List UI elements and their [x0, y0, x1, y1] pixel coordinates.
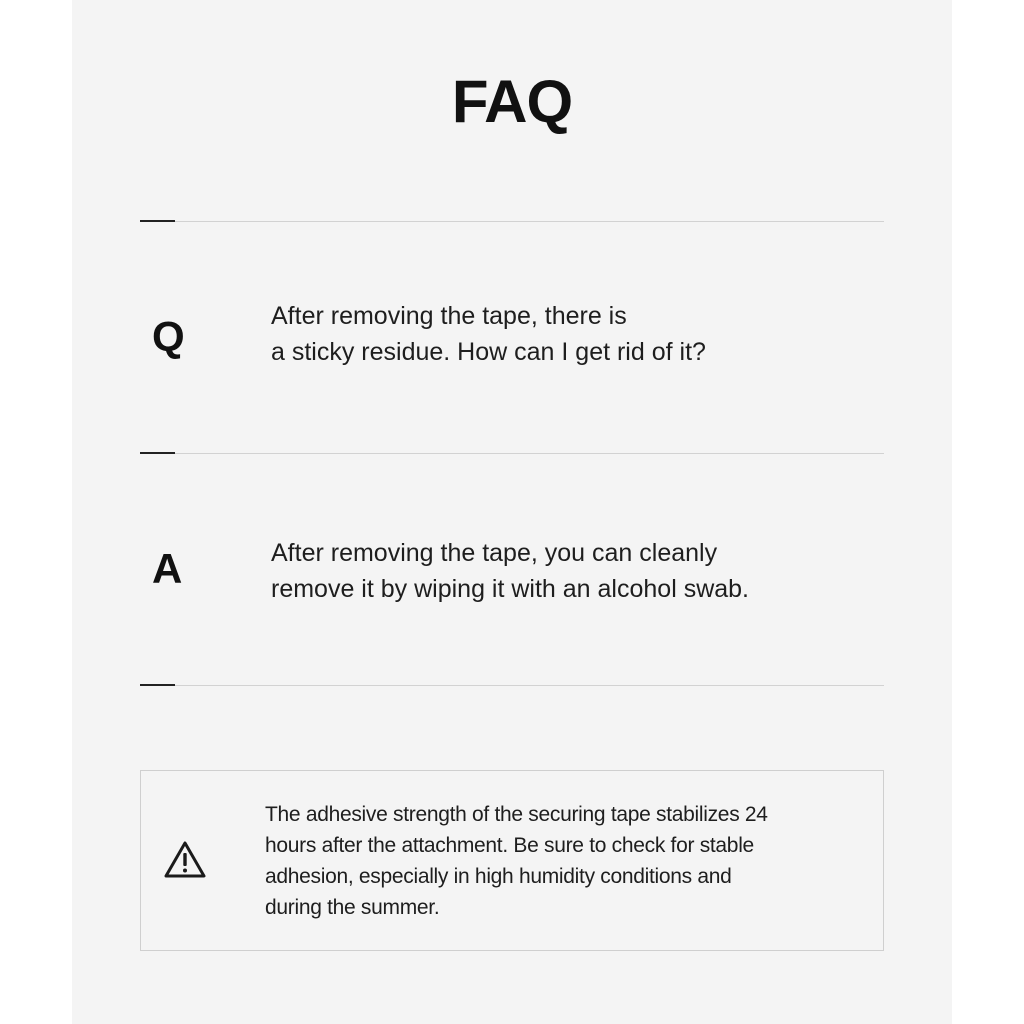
divider	[140, 453, 884, 454]
answer-marker: A	[152, 545, 183, 592]
notice-box	[140, 770, 884, 951]
question-text: After removing the tape, there is a sticky residue. How can I get rid of it?	[271, 302, 706, 366]
answer-text: After removing the tape, you can cleanly remove it by wiping it with an alcohol swab.	[271, 539, 750, 603]
page-title: FAQ	[451, 68, 573, 135]
notice-text: The adhesive strength of the securing tape stabilizes 24 hours after the attachment. Be sure to check for stable adhesion, especially in high humidity conditions and during the summer.	[265, 803, 768, 919]
warning-icon	[163, 840, 207, 880]
divider-accent	[140, 684, 175, 686]
question-marker: Q	[152, 313, 185, 360]
divider-accent	[140, 452, 175, 454]
divider	[140, 685, 884, 686]
faq-panel	[72, 0, 952, 1024]
divider	[140, 221, 884, 222]
divider-accent	[140, 220, 175, 222]
